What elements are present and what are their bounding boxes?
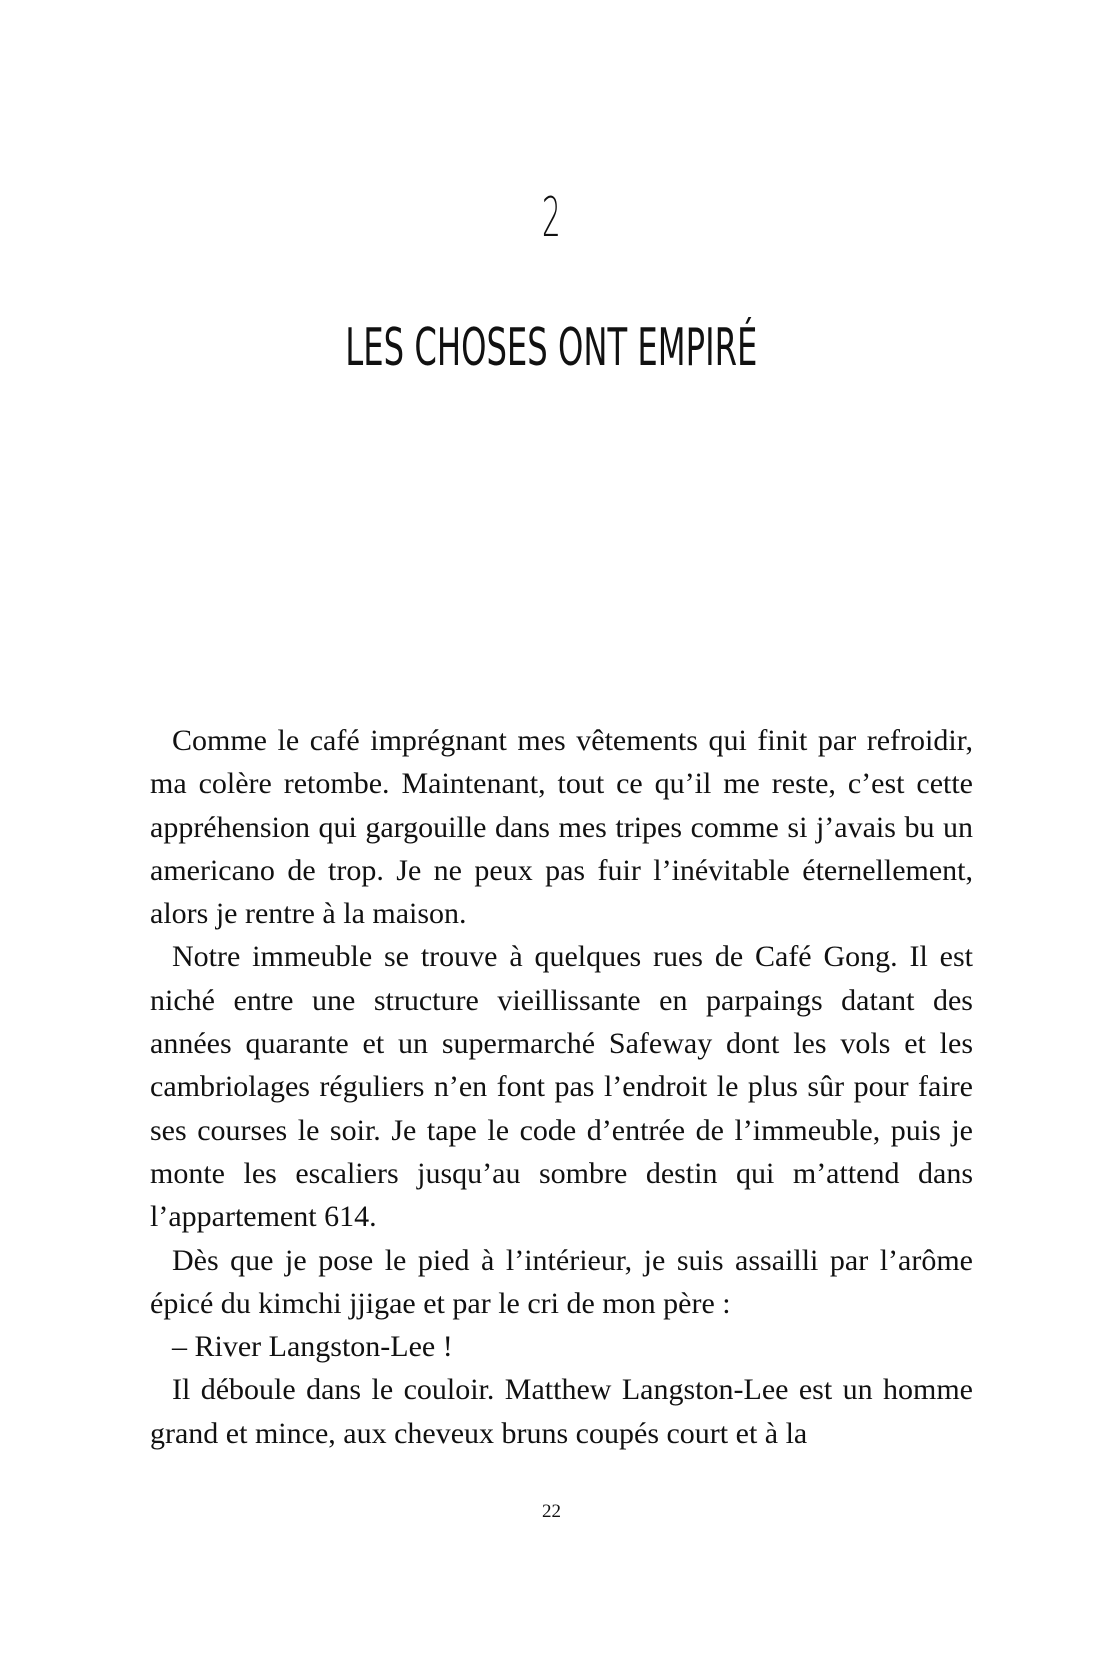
paragraph: Notre immeuble se trouve à quelques rues de Café Gong. Il est niché entre une structure vieillissante en parpaings datant des années quarante et un supermarché Safeway dont les vols et les cambriolages réguliers n’en font pas l’endroit le plus sûr pour faire ses courses le soir. Je tape le code d’entrée de l’immeuble, puis je monte les escaliers jusqu’au sombre destin qui m’attend dans l’appartement 614. <box>150 940 973 1234</box>
paragraph: Dès que je pose le pied à l’intérieur, je suis assailli par l’arôme épicé du kimchi jjigae et par le cri de mon père : <box>150 1243 973 1320</box>
body-text <box>150 719 973 1455</box>
chapter-title: LES CHOSES ONT EMPIRÉ <box>345 318 758 378</box>
paragraph: Il déboule dans le couloir. Matthew Langston-Lee est un homme grand et mince, aux cheveux bruns coupés court et à la <box>150 1373 973 1450</box>
paragraph: Comme le café imprégnant mes vêtements qui finit par refroidir, ma colère retombe. Maintenant, tout ce qu’il me reste, c’est cette appréhension qui gargouille dans mes tripes comme si j’avais bu un americano de trop. Je ne peux pas fuir l’inévitable éternellement, alors je rentre à la maison. <box>150 724 973 931</box>
dialogue-line: – River Langston-Lee ! <box>172 1330 453 1364</box>
chapter-number: 2 <box>541 186 561 249</box>
page-number: 22 <box>542 1501 561 1522</box>
